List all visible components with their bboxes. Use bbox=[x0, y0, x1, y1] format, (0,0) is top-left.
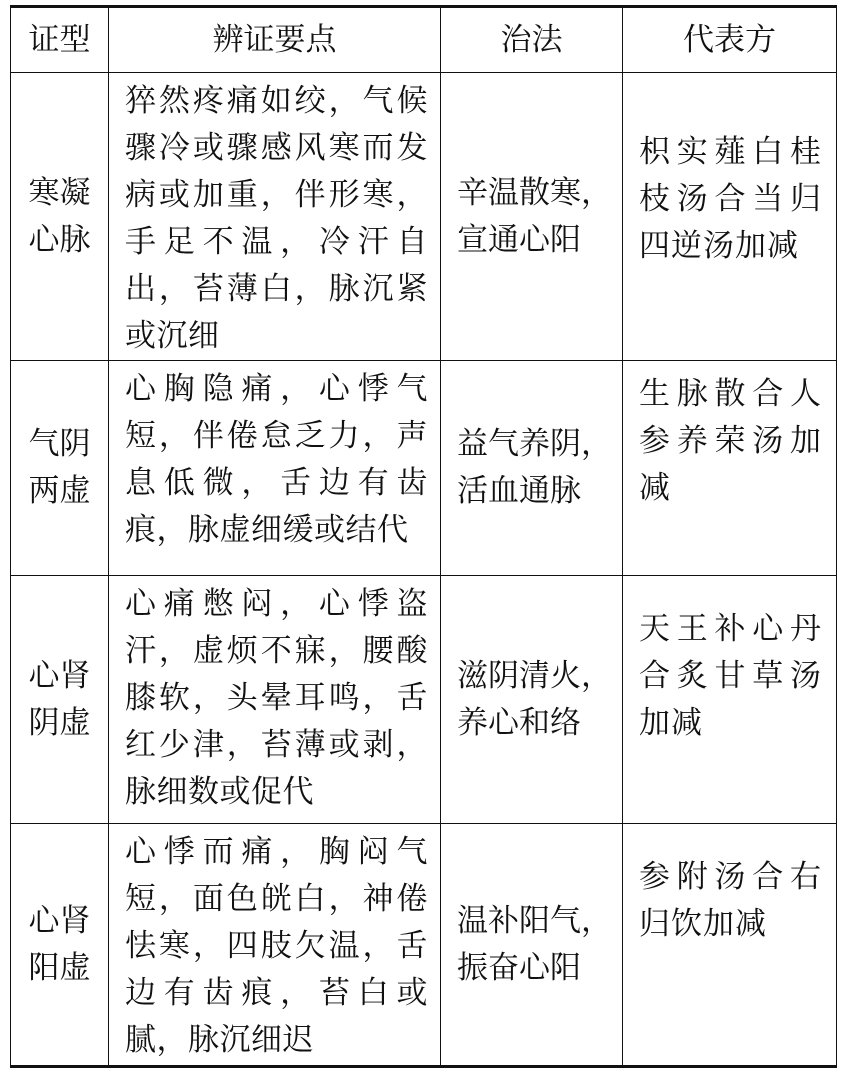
header-treatment-method: 治法 bbox=[441, 7, 623, 73]
syndrome-type-line: 心脉 bbox=[28, 221, 91, 258]
treatment-method-cell bbox=[441, 576, 623, 824]
treatment-method-line: 辛温散寒， bbox=[457, 174, 612, 211]
formula-cell: 参附汤合右归饮加减 bbox=[623, 824, 837, 1067]
treatment-method-cell bbox=[441, 73, 623, 361]
treatment-method-cell bbox=[441, 824, 623, 1067]
syndrome-type-line: 阴虚 bbox=[28, 704, 91, 741]
treatment-method-line: 温补阳气， bbox=[457, 902, 612, 939]
header-key-points: 辨证要点 bbox=[109, 7, 441, 73]
treatment-method-line: 活血通脉 bbox=[457, 473, 581, 509]
syndrome-type-cell bbox=[11, 824, 109, 1067]
treatment-method-cell bbox=[441, 361, 623, 576]
treatment-method-line: 滋阴清火， bbox=[457, 657, 612, 694]
treatment-method-line: 振奋心阳 bbox=[457, 949, 581, 986]
header-syndrome-type: 证型 bbox=[11, 7, 109, 73]
syndrome-type-cell bbox=[11, 73, 109, 361]
syndrome-type-cell bbox=[11, 576, 109, 824]
key-points-cell: 心胸隐痛，心悸气短，伴倦怠乏力，声息低微，舌边有齿痕，脉虚细缓或结代 bbox=[109, 361, 441, 576]
header-row bbox=[11, 7, 837, 73]
syndrome-type-line: 心肾 bbox=[28, 657, 91, 694]
syndrome-treatment-table bbox=[10, 5, 837, 1068]
formula-cell: 枳实薤白桂枝汤合当归四逆汤加减 bbox=[623, 73, 837, 361]
table-row bbox=[11, 361, 837, 576]
syndrome-type-line: 气阴 bbox=[28, 426, 91, 462]
key-points-cell: 心悸而痛，胸闷气短，面色㿠白，神倦怯寒，四肢欠温，舌边有齿痕，苔白或腻，脉沉细迟 bbox=[109, 824, 441, 1067]
table-row bbox=[11, 824, 837, 1067]
treatment-method-line: 益气养阴， bbox=[457, 426, 612, 462]
table-row bbox=[11, 576, 837, 824]
syndrome-type-cell bbox=[11, 361, 109, 576]
syndrome-type-line: 两虚 bbox=[28, 473, 91, 509]
treatment-method-line: 宣通心阳 bbox=[457, 221, 581, 258]
header-representative-formula: 代表方 bbox=[623, 7, 837, 73]
key-points-cell: 猝然疼痛如绞，气候骤冷或骤感风寒而发病或加重，伴形寒，手足不温，冷汗自出，苔薄白，脉沉紧或沉细 bbox=[109, 73, 441, 361]
treatment-method-line: 养心和络 bbox=[457, 704, 581, 741]
formula-cell: 天王补心丹合炙甘草汤加减 bbox=[623, 576, 837, 824]
syndrome-type-line: 寒凝 bbox=[28, 174, 91, 211]
syndrome-type-line: 心肾 bbox=[28, 902, 91, 939]
table-row bbox=[11, 73, 837, 361]
key-points-cell: 心痛憋闷，心悸盗汗，虚烦不寐，腰酸膝软，头晕耳鸣，舌红少津，苔薄或剥，脉细数或促代 bbox=[109, 576, 441, 824]
syndrome-type-line: 阳虚 bbox=[28, 949, 91, 986]
formula-cell: 生脉散合人参养荣汤加减 bbox=[623, 361, 837, 576]
